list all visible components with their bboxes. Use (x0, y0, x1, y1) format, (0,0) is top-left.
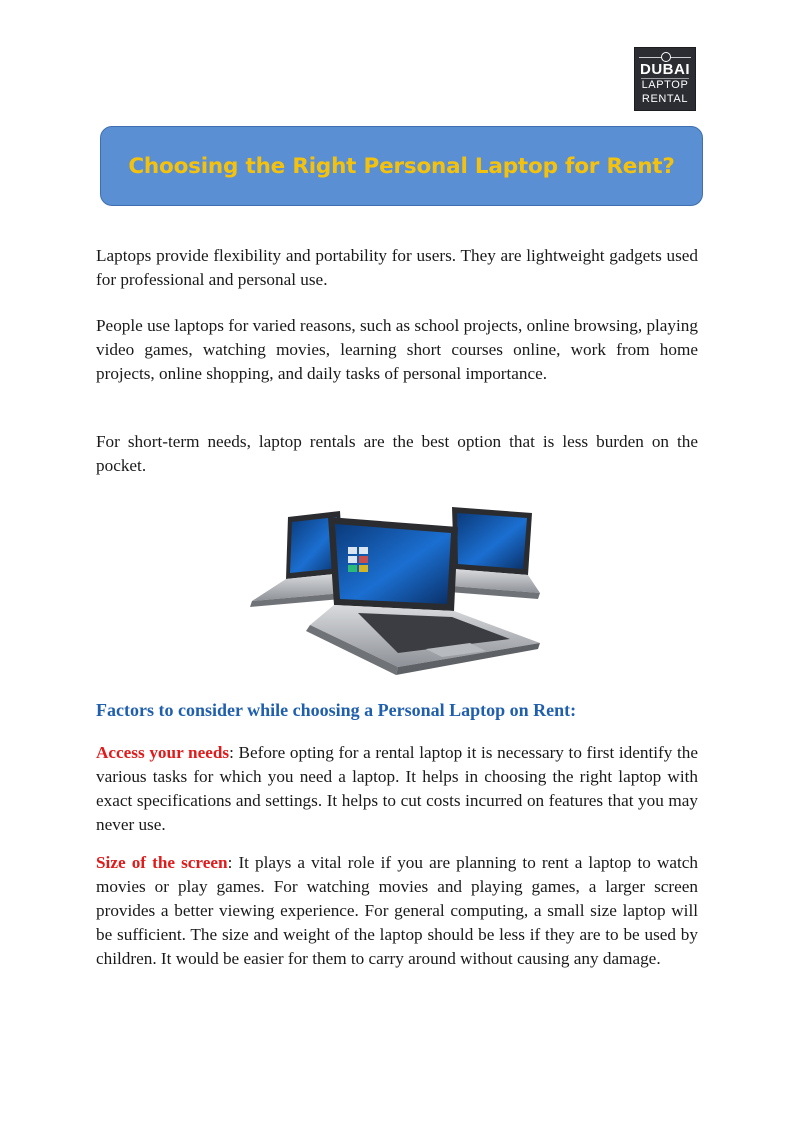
factor-term: Size of the screen (96, 853, 228, 872)
intro-paragraph-1: Laptops provide flexibility and portability for users. They are lightweight gadgets used for professional and personal use. (96, 246, 698, 289)
laptops-image (248, 505, 546, 675)
factor-text: : It plays a vital role if you are planning to rent a laptop to watch movies or play games. For watching movies and playing games, a larger screen provides a better viewing experience. For general computing, a small size laptop will be sufficient. The size and weight of the laptop should be less if they are to be used by children. It would be easier for them to carry around without causing any damage. (96, 853, 698, 968)
intro-paragraph-2: People use laptops for varied reasons, such as school projects, online browsing, playing video games, watching movies, learning short courses online, work from home projects, online shopping, and daily tasks of personal importance. (96, 316, 698, 383)
intro-paragraph-3: For short-term needs, laptop rentals are the best option that is less burden on the pocket. (96, 432, 698, 475)
title-banner (100, 126, 703, 206)
company-logo (634, 47, 696, 111)
factor-term: Access your needs (96, 743, 230, 762)
factor-text: : Before opting for a rental laptop it is necessary to first identify the various tasks for which you need a laptop. It helps in choosing the right laptop with exact specifications and settings. It helps to cut costs incurred on features that you may never use. (96, 743, 698, 834)
factor-access-needs (96, 741, 698, 837)
logo-line-2: LAPTOP (641, 79, 689, 91)
logo-line-1: DUBAI (640, 61, 690, 78)
factor-screen-size (96, 851, 698, 971)
section-heading: Factors to consider while choosing a Personal Laptop on Rent: (96, 700, 577, 720)
logo-line-3: RENTAL (641, 93, 689, 105)
page-title: Choosing the Right Personal Laptop for Rent? (128, 153, 675, 179)
